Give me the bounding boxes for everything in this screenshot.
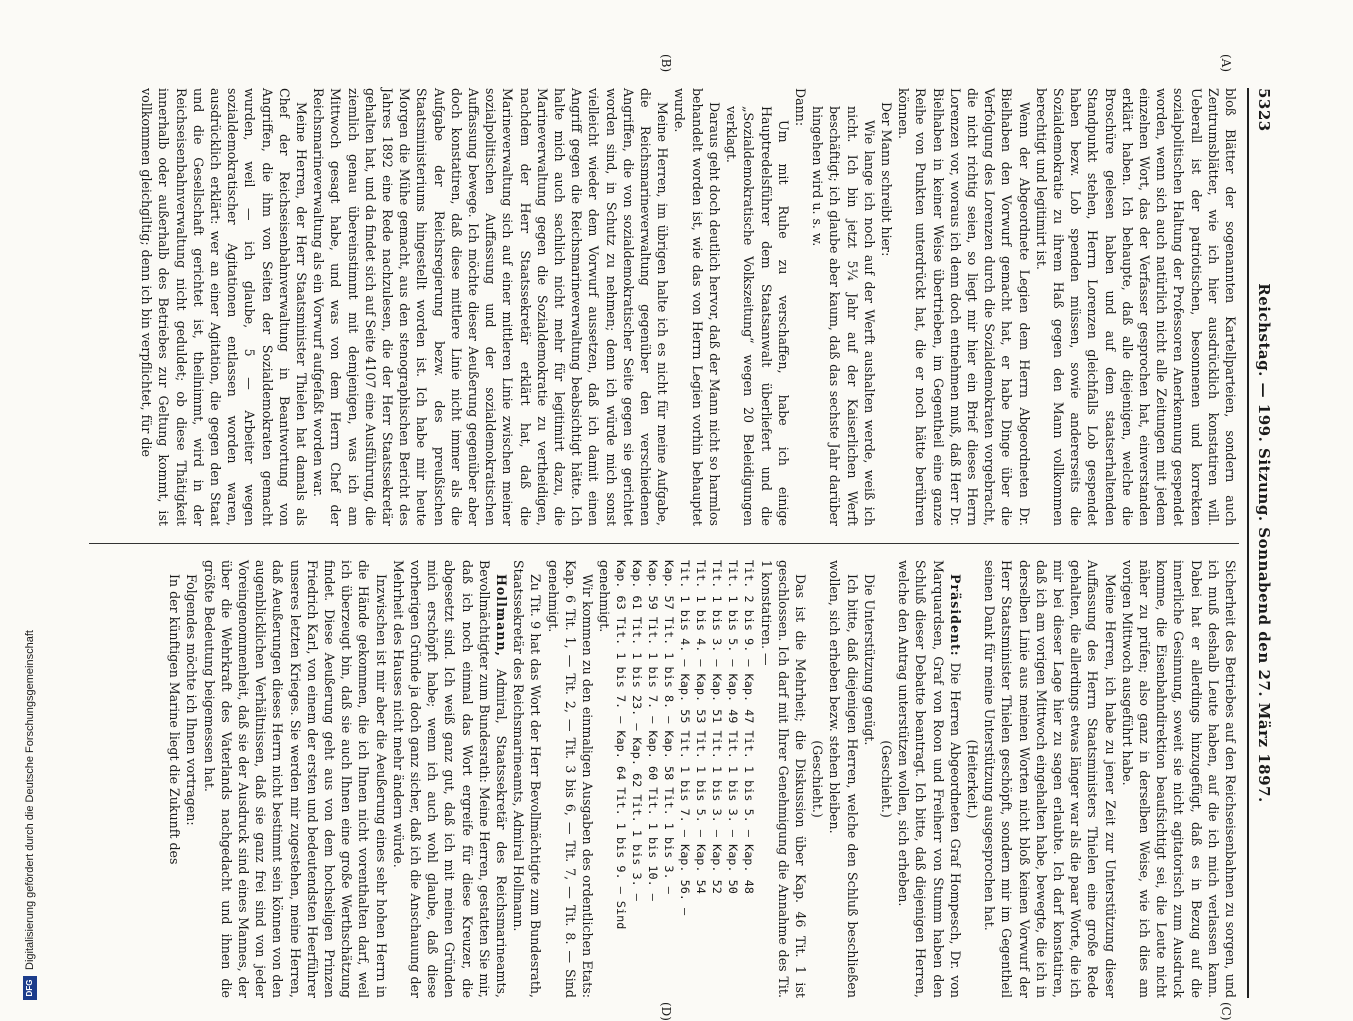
right-paragraph-6: Die Unterstützung genügt. bbox=[861, 574, 877, 746]
right-paragraph-7: Ich bitte, daß diejenigen Herren, welche den Schluß beschließen wollen, sich erheben bezw. stehen bleiben. bbox=[827, 560, 860, 998]
hollmann-text: Admiral, Staatssekretär des Reichsmarineamts, Bevollmächtigter zum Bundesrath: Meine Herren, gestatten Sie mir, daß ich noch einmal das Wort ergreife für diese Kreuzer, die abgesetzt sind. Ich weiß ganz gut, daß ich mit meinen Gründen mich erschöpft habe; wenn ich auch wohl glaube, daß diese vorherigen Gründe ja doch ganz sicher, daß ich die Anschauung der Mehrheit des Hauses nicht mehr ändern würde. bbox=[390, 560, 510, 998]
right-applause-1: (Heiterkeit.) bbox=[964, 739, 980, 819]
right-paragraph-9: Das ist die Mehrheit; die Diskussion über Kap. 46 Tit. 1 ist geschlossen. Ich darf mit Ihrer Genehmigung die Annahme des Tit. 1 konstatiren. — bbox=[758, 560, 808, 998]
running-title: Reichstag. — 199. Sitzung. Sonnabend den 27. März 1897. bbox=[1255, 283, 1273, 803]
budget-line: Tit. 1 bis 5. — Kap. 49 Tit. 1 bis 3. — Kap. 50 bbox=[726, 560, 741, 894]
left-paragraph-3: Der Mann schreibt hier: bbox=[878, 102, 894, 257]
left-quote-1: Wie lange ich noch auf der Werft aushalten werde, weiß ich nicht. Ich bin jetzt 5¼ Jahr auf der Kaiserlichen Werft beschäftigt; ich glaube aber kaum, daß das sechste Jahr darüber hingehen wird u. s. w. bbox=[810, 106, 877, 526]
speaker-president: Präsident: bbox=[947, 574, 963, 657]
right-stagedir-1: (Geschieht.) bbox=[878, 740, 894, 818]
budget-line: Kap. 63 Tit. 1 bis 7. — Kap. 64 Tit. 1 bis 9. — Sind bbox=[614, 560, 629, 930]
right-paragraph-2: Meine Herren, ich habe zu jener Zeit zur Unterstützung dieser Auffassung des Herrn Staatsministers Thielen eine große Rede gehalten, die allerdings etwas länger war als die paar Worte, die ich mir bei dieser Lage hier zu sagen erlaubte. Ich darf konstatiren, daß ich am vorigen Mittwoch eingehalten habe, bewegte, die ich in derselben Linie aus meinen Worten nicht bloß keinen Vorwurf der Herr Staatsminister Thielen geschöpft, sondern mir im Gegentheil seinen Dank für meine Unterstützung ausgesprochen hat. bbox=[982, 560, 1118, 998]
left-paragraph-1: bloß Blätter der sogenannten Kartellparteien, sondern auch Zentrumsblätter, wie ich hier ausdrücklich konstatiren will. Ueberall ist der patriotischen, besonnenen und korrekten sozialpolitischen Haltung der Professoren Anerkennung gespendet worden, wenn sich auch natürlich nicht alle Zeitungen mit jedem einzelnen Wort, das der Verfasser gesprochen hat, einverstanden erklärt haben. Ich behaupte, daß alle diejenigen, welche die Broschüre gelesen haben und auf dem staatserhaltenden Standpunkt stehen, Herrn Lorenzen gleichfalls Lob gespendet haben bezw. Lob spenden müssen, sowie andererseits die Sozialdemokratie zu ihrem Haß gegen den Mann vollkommen berechtigt und legitimirt ist. bbox=[1033, 88, 1238, 526]
right-paragraph-16: In der künftigen Marine liegt die Zukunft des bbox=[167, 574, 183, 865]
left-paragraph-5: Daraus geht doch deutlich hervor, daß der Mann nicht so harmlos behandelt worden ist, wie das von Herrn Legien vorhin behauptet wurde. bbox=[672, 88, 722, 526]
digitization-credit: Digitalisierung gefördert durch die Deutsche Forschungsgemeinschaft bbox=[24, 630, 36, 970]
column-divider bbox=[89, 543, 1239, 544]
president-text: Die Herren Abgeordneten Graf Hompesch, Dr. von Marquardsen, Graf von Roon und Freiherr von Stumm haben den Schluß dieser Debatte beantragt. Ich bitte, daß diejenigen Herren, welche den Antrag unterstützen wollen, sich erheben. bbox=[896, 560, 963, 998]
right-paragraph-1: Sicherheit des Betriebes auf den Reichseisenbahnen zu sorgen, und ich muß deshalb Leute haben, auf die ich mich verlassen kann. Dabei hat er allerdings hinzugefügt, daß es in Bezug auf die innerliche Gesinnung, soweit sie nicht agitatorisch zum Ausdruck komme, die Eisenbahndirektion beaufsichtigt sei, die Leute nicht näher zu prüfen; also ganz in derselben Weise, wie ich dies am vorigen Mittwoch ausgeführt habe. bbox=[1119, 560, 1238, 998]
speaker-hollmann: Hollmann, bbox=[494, 574, 510, 658]
left-column bbox=[89, 88, 1239, 526]
right-paragraph-14: Inzwischen ist mir aber die Aeußerung eines sehr hohen Herrn in die Hände gekommen, die ich Ihnen nicht vorenthalten darf, weil ich überzeugt bin, daß sie auch Ihnen eine große Werthschätzung findet. Diese Aeußerung geht aus von dem hochseligen Prinzen Friedrich Karl, von einem der ersten und bedeutendsten Heerführer unseres letzten Krieges. Sie werden mir zugestehen, meine Herren, daß Aeußerungen dieses Herrn nicht bestimmt sein können von den augenblicklichen Verhältnissen, daß sie ganz frei sind von jeder Voreingenommenheit, daß sie der Ausdruck sind eines Mannes, der über die Wehrkraft des Vaterlands nachgedacht und ihnen die größte Bedeutung beigemessen hat. bbox=[201, 560, 389, 998]
right-paragraph-15: Folgendes möchte ich Ihnen vortragen: bbox=[184, 574, 200, 826]
left-paragraph-6: Meine Herren, im übrigen halte ich es nicht für meine Aufgabe, die Reichsmarineverwaltung gegenüber den verschiedenen Angriffen, die von sozialdemokratischer Seite gegen sie gerichtet worden sind, in Schutz zu nehmen; denn ich würde mich sonst vielleicht wieder dem Vorwurf aussetzen, daß ich damit einen Angriff gegen die Reichsmarineverwaltung beabsichtigt hätte. Ich halte mich auch sachlich nicht mehr für legitimirt dazu, die Marineverwaltung gegen die Sozialdemokratie zu vertheidigen, nachdem der Herr Staatssekretär erklärt hat, daß die Marineverwaltung sich auf einer mittleren Linie zwischen meiner sozialpolitischen Auffassung und der sozialdemokratischen Auffassung bewege. Ich möchte dieser Aeußerung gegenüber aber doch konstatiren, daß diese mittlere Linie nicht immer als die Aufgabe der Reichsregierung bezw. des preußischen Staatsministeriums hingestellt worden ist. Ich habe mir heute Morgen die Mühe gemacht, aus den stenographischen Bericht des Jahres 1892 eine Rede nachzulesen, die der Herr Staatssekretär gehalten hat, und da findet sich auf Seite 4107 eine Ausführung, die ziemlich genau übereinstimmt mit demjenigen, was ich am Mittwoch gesagt habe, und was von dem Herrn Chef der Reichsmarineverwaltung als ein Vorwurf aufgefaßt worden war. bbox=[311, 88, 671, 526]
left-label-dann: Dann: bbox=[792, 88, 808, 127]
right-president-paragraph bbox=[895, 560, 964, 998]
dfg-logo-icon: DFG bbox=[23, 976, 37, 1000]
margin-marker-b: (B) bbox=[659, 54, 673, 73]
budget-title-list bbox=[613, 560, 757, 998]
left-paragraph-7: Meine Herren, der Herr Staatsminister Thielen hat damals als Chef der Reichseisenbahnverwaltung in Beantwortung von Angriffen, die ihm von Seiten der Sozialdemokraten gemacht wurden, weil — ich glaube, 5 — Arbeiter wegen sozialdemokratischer Agitationen entlassen worden waren, ausdrücklich erklärt: wer an einer Agitation, die gegen den Staat und die Gesellschaft gerichtet ist, theilnimmt, wird in der Reichseisenbahnverwaltung nicht geduldet; ob diese Thätigkeit innerhalb oder außerhalb des Betriebes zur Geltung kommt, ist vollkommen gleichgiltig; denn ich bin verpflichtet, für die bbox=[139, 88, 310, 526]
margin-marker-c: (C) bbox=[1219, 1002, 1233, 1021]
page-header bbox=[1251, 88, 1273, 998]
right-paragraph-11: Wir kommen zu den einmaligen Ausgaben des ordentlichen Etats: Kap. 6 Tit. 1, — Tit. 2, — Tit. 3 bis 6, — Tit. 7, — Tit. 8. — Sind genehmigt. bbox=[545, 560, 596, 998]
right-column bbox=[89, 560, 1239, 998]
budget-line: Tit. 1 bis 4. — Kap. 55 Tit. 1 bis 7. — Kap. 56. — bbox=[678, 560, 693, 916]
budget-line: Tit. 2 bis 9. — Kap. 47 Tit. 1 bis 5. — Kap. 48 bbox=[742, 560, 757, 894]
rotated-page-content bbox=[78, 54, 1273, 1021]
right-stagedir-2: (Geschieht.) bbox=[810, 740, 826, 818]
page-number: 5323 bbox=[1255, 88, 1273, 132]
budget-line: Tit. 1 bis 3. — Kap. 51 Tit. 1 bis 3. — Kap. 52 bbox=[710, 560, 725, 894]
right-paragraph-12: Zu Tit. 9 hat das Wort der Herr Bevollmächtigte zum Bundesrath, Staatssekretär des Reichsmarineamts, Admiral Hollmann. bbox=[511, 560, 544, 998]
margin-marker-d: (D) bbox=[659, 1002, 673, 1021]
budget-line: Kap. 57 Tit. 1 bis 8. — Kap. 58 Tit. 1 bis 3. — bbox=[662, 560, 677, 894]
budget-line: Tit. 1 bis 4. — Kap. 53 Tit. 1 bis 5. — Kap. 54 bbox=[694, 560, 709, 894]
header-rule bbox=[1247, 88, 1249, 998]
digitization-footer bbox=[22, 0, 38, 1000]
margin-marker-a: (A) bbox=[1219, 54, 1233, 73]
budget-line: Kap. 61 Tit. 1 bis 23. — Kap. 62 Tit. 1 bis 3. — bbox=[630, 560, 645, 901]
right-hollmann-paragraph bbox=[390, 560, 510, 998]
budget-line: Kap. 59 Tit. 1 bis 7. — Kap. 60 Tit. 1 bis 10. — bbox=[646, 560, 661, 901]
right-paragraph-10: genehmigt. bbox=[597, 560, 613, 633]
left-quote-2: Um mit Ruhe zu verschaffen, habe ich einige Hauptredelsführer dem Staatsanwalt überliefert und die „Sozialdemokratische Volkszeitung“ wegen 20 Beleidigungen verklagt. bbox=[724, 106, 791, 526]
left-paragraph-2: Wenn der Abgeordnete Legien dem Herrn Abgeordneten Dr. Bielhaben den Vorwurf gemacht hat, er habe Dinge über die Verfolgung des Lorenzen durch die Sozialdemokraten vorgebracht, die nicht richtig seien, so liegt mir hier ein Brief dieses Herrn Lorenzen vor, woraus ich denn doch entnehmen muß, daß Herr Dr. Bielhaben in keiner Weise übertrieben, im Gegentheil eine ganze Reihe von Punkten unterdrückt hat, die er noch hätte berühren können. bbox=[896, 88, 1032, 526]
